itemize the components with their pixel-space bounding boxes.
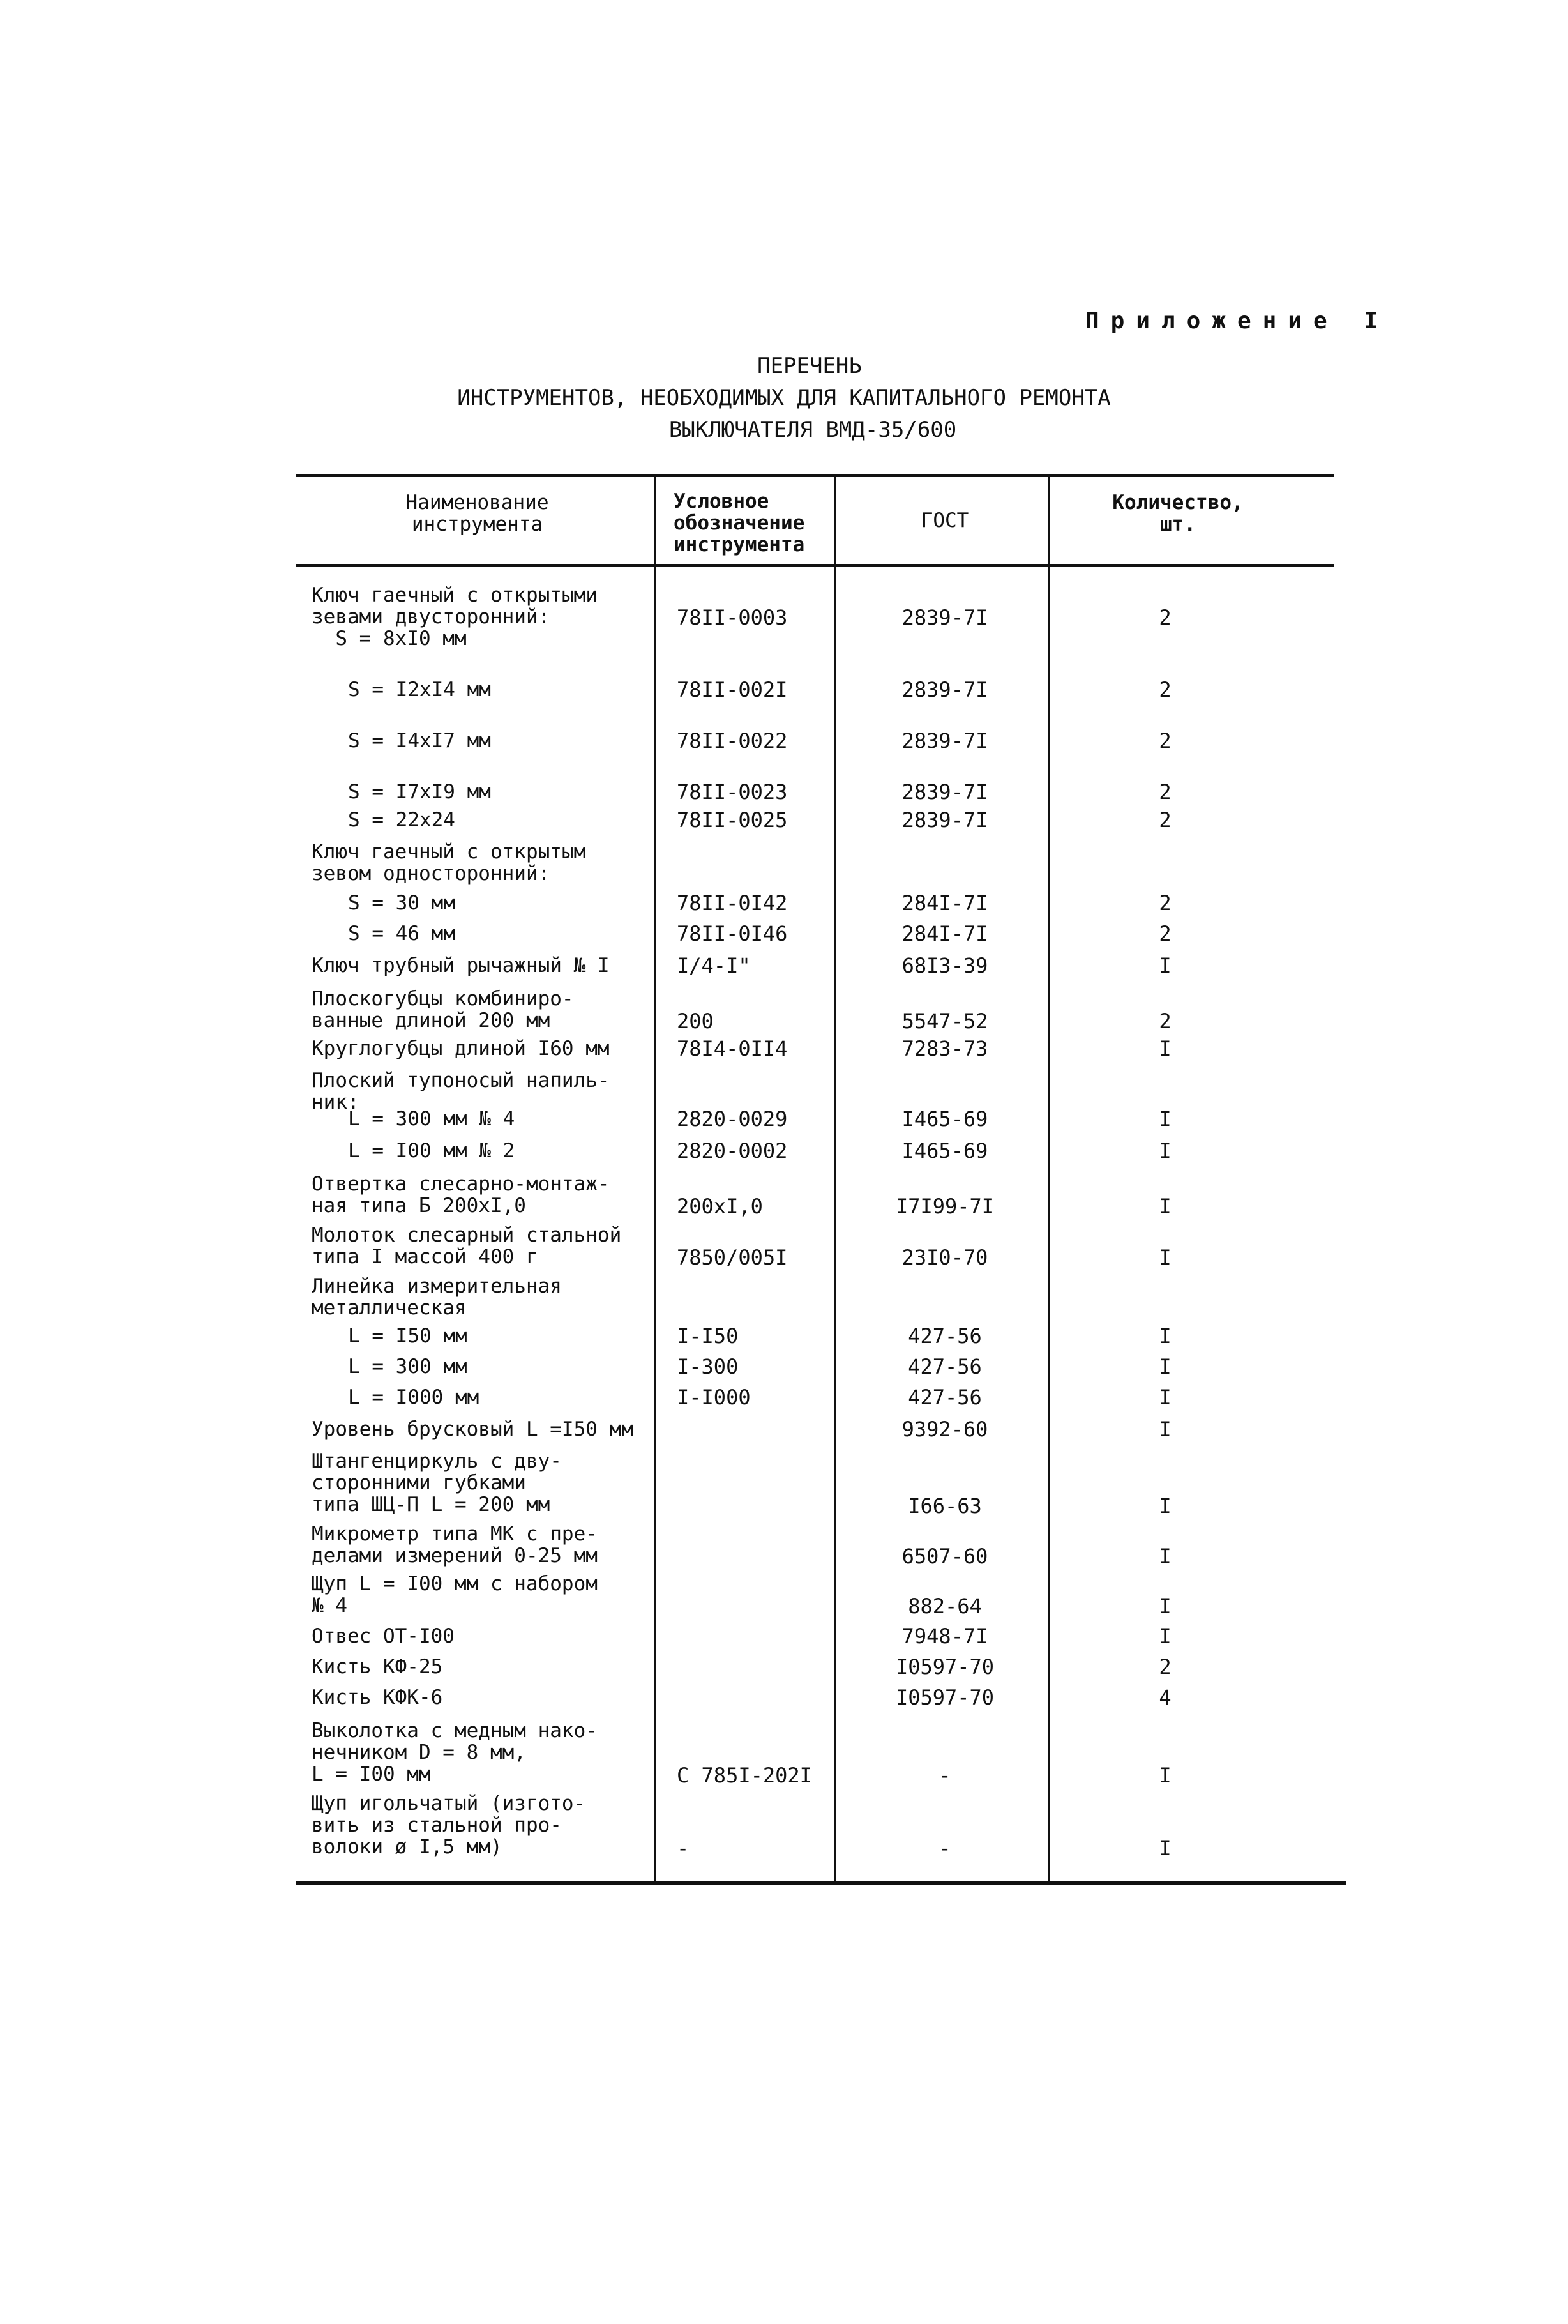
cell-quantity: I <box>1159 1417 1172 1441</box>
cell-quantity: 2 <box>1159 729 1172 753</box>
cell-quantity: 2 <box>1159 780 1172 804</box>
cell-designation: I-I50 <box>677 1324 739 1348</box>
cell-name: L = I00 мм № 2 <box>348 1139 515 1162</box>
cell-quantity: 4 <box>1159 1685 1172 1710</box>
table-top-rule <box>296 474 1334 477</box>
appendix-label: Приложение I <box>1085 308 1389 334</box>
cell-name: S = I2хI4 мм <box>348 678 491 701</box>
cell-gost: - <box>939 1763 951 1788</box>
cell-name: S = 46 мм <box>348 922 455 945</box>
cell-gost: 5547-52 <box>901 1009 988 1033</box>
cell-name: Кисть КФК-6 <box>312 1686 443 1709</box>
cell-gost: 2839-7I <box>901 678 988 702</box>
cell-designation: 2820-0002 <box>677 1139 788 1163</box>
cell-designation: 78I4-0II4 <box>677 1037 788 1061</box>
cell-quantity: I <box>1159 1624 1172 1648</box>
cell-gost: 6507-60 <box>901 1544 988 1568</box>
cell-name: Отвертка слесарно-монтаж- ная типа Б 200хI,0 <box>312 1173 610 1217</box>
cell-quantity: I <box>1159 1107 1172 1131</box>
cell-quantity: 2 <box>1159 891 1172 915</box>
cell-name: Ключ гаечный с открытыми зевами двусторонний: S = 8хI0 мм <box>312 584 598 650</box>
cell-designation: 78II-0025 <box>677 808 788 832</box>
title-line-3: ВЫКЛЮЧАТЕЛЯ ВМД-35/600 <box>668 417 957 443</box>
cell-quantity: I <box>1159 1836 1172 1860</box>
cell-name: Линейка измерительная металлическая <box>312 1275 562 1319</box>
header-quantity: Количество, шт. <box>1112 491 1244 536</box>
cell-name: S = I7хI9 мм <box>348 780 491 803</box>
cell-gost: I465-69 <box>901 1107 988 1131</box>
cell-name: Уровень брусковый L =I50 мм <box>312 1418 633 1441</box>
cell-gost: 7948-7I <box>901 1624 988 1648</box>
cell-designation: 7850/005I <box>677 1245 788 1270</box>
cell-name: Штангенциркуль с дву- сторонними губками типа ШЦ-П L = 200 мм <box>312 1450 562 1516</box>
cell-quantity: I <box>1159 1763 1172 1788</box>
cell-quantity: I <box>1159 1594 1172 1618</box>
cell-designation: I-I000 <box>677 1385 751 1409</box>
cell-gost: 284I-7I <box>901 922 988 946</box>
cell-quantity: 2 <box>1159 1009 1172 1033</box>
cell-gost: 68I3-39 <box>901 953 988 978</box>
header-designation: Условное обозначение инструмента <box>674 490 805 556</box>
cell-name: Щуп L = I00 мм с набором № 4 <box>312 1572 598 1617</box>
cell-quantity: I <box>1159 1139 1172 1163</box>
cell-name: S = I4хI7 мм <box>348 729 491 752</box>
cell-name: Ключ гаечный с открытым зевом односторонний: <box>312 840 586 885</box>
cell-gost: I0597-70 <box>895 1685 995 1710</box>
cell-gost: 2839-7I <box>901 808 988 832</box>
cell-gost: 2839-7I <box>901 605 988 630</box>
cell-designation: 200хI,0 <box>677 1194 763 1219</box>
cell-designation: 78II-0003 <box>677 605 788 630</box>
cell-gost: I66-63 <box>908 1494 982 1518</box>
cell-quantity: I <box>1159 1544 1172 1568</box>
cell-gost: 427-56 <box>908 1324 982 1348</box>
cell-name: Микрометр типа МК с пре- делами измерений 0-25 мм <box>312 1523 598 1567</box>
cell-quantity: I <box>1159 1355 1172 1379</box>
document-title <box>0 350 1568 446</box>
cell-quantity: I <box>1159 1194 1172 1219</box>
cell-name: Кисть КФ-25 <box>312 1655 443 1678</box>
cell-designation: 78II-0I46 <box>677 922 788 946</box>
cell-gost: 427-56 <box>908 1385 982 1409</box>
cell-gost: 23I0-70 <box>901 1245 988 1270</box>
cell-designation: 78II-0I42 <box>677 891 788 915</box>
cell-name: Щуп игольчатый (изгото- вить из стальной про- волоки ø I,5 мм) <box>312 1792 586 1858</box>
title-line-1: ПЕРЕЧЕНЬ <box>757 353 862 379</box>
header-name: Наименование инструмента <box>405 491 549 536</box>
cell-designation: - <box>677 1836 690 1860</box>
cell-quantity: I <box>1159 1245 1172 1270</box>
cell-designation: 78II-0023 <box>677 780 788 804</box>
cell-name: S = 30 мм <box>348 892 455 915</box>
cell-name: Круглогубцы длиной I60 мм <box>312 1037 610 1060</box>
cell-quantity: 2 <box>1159 678 1172 702</box>
cell-name: S = 22х24 <box>348 809 455 832</box>
cell-quantity: 2 <box>1159 808 1172 832</box>
cell-gost: 9392-60 <box>901 1417 988 1441</box>
cell-name: Молоток слесарный стальной типа I массой 400 г <box>312 1224 622 1268</box>
cell-name: Плоский тупоносый напиль- ник: <box>312 1069 610 1114</box>
cell-gost: I7I99-7I <box>895 1194 995 1219</box>
cell-quantity: 2 <box>1159 605 1172 630</box>
cell-quantity: 2 <box>1159 922 1172 946</box>
cell-gost: 2839-7I <box>901 780 988 804</box>
cell-gost: I0597-70 <box>895 1655 995 1679</box>
title-line-2: ИНСТРУМЕНТОВ, НЕОБХОДИМЫХ ДЛЯ КАПИТАЛЬНОГО РЕМОНТА <box>457 385 1111 411</box>
cell-quantity: I <box>1159 1494 1172 1518</box>
cell-designation: I-300 <box>677 1355 739 1379</box>
cell-gost: 427-56 <box>908 1355 982 1379</box>
cell-quantity: 2 <box>1159 1655 1172 1679</box>
header-bottom-rule <box>296 564 1334 567</box>
cell-designation: 200 <box>677 1009 714 1033</box>
cell-name: Выколотка с медным нако- нечником D = 8 мм, L = I00 мм <box>312 1719 598 1786</box>
cell-name: Плоскогубцы комбиниро- ванные длиной 200 мм <box>312 987 574 1032</box>
header-gost: ГОСТ <box>921 509 969 532</box>
cell-designation: 78II-002I <box>677 678 788 702</box>
cell-name: L = I50 мм <box>348 1325 467 1348</box>
cell-designation: 2820-0029 <box>677 1107 788 1131</box>
cell-gost: 284I-7I <box>901 891 988 915</box>
cell-gost: I465-69 <box>901 1139 988 1163</box>
cell-quantity: I <box>1159 1037 1172 1061</box>
cell-designation: I/4-I" <box>677 953 751 978</box>
cell-gost: 2839-7I <box>901 729 988 753</box>
cell-name: L = I000 мм <box>348 1386 479 1409</box>
cell-gost: 882-64 <box>908 1594 982 1618</box>
cell-name: Отвес ОТ-I00 <box>312 1625 455 1648</box>
cell-name: L = 300 мм <box>348 1355 467 1378</box>
cell-quantity: I <box>1159 1385 1172 1409</box>
cell-quantity: I <box>1159 1324 1172 1348</box>
table-bottom-rule <box>296 1881 1346 1885</box>
cell-designation: 78II-0022 <box>677 729 788 753</box>
cell-designation: С 785I-202I <box>677 1763 812 1788</box>
cell-gost: 7283-73 <box>901 1037 988 1061</box>
cell-gost: - <box>939 1836 951 1860</box>
cell-name: Ключ трубный рычажный № I <box>312 954 610 977</box>
cell-quantity: I <box>1159 953 1172 978</box>
cell-name: L = 300 мм № 4 <box>348 1107 515 1130</box>
